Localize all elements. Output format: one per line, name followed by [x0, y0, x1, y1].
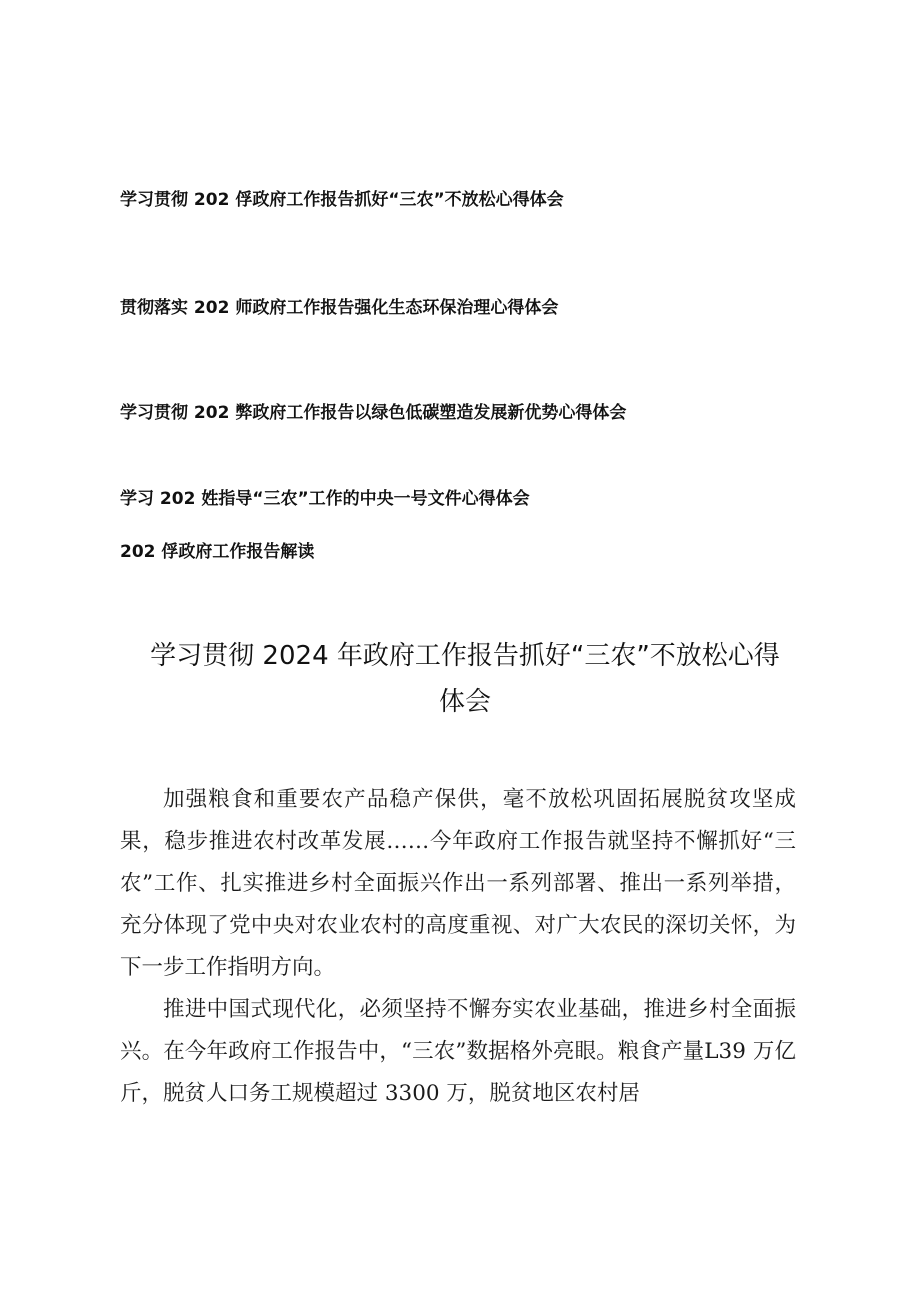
- toc-item: 贯彻落实 202 师政府工作报告强化生态环保治理心得体会: [120, 298, 559, 318]
- article-title-line: 学习贯彻 2024 年政府工作报告抓好“三农”不放松心得: [150, 641, 780, 671]
- toc-item: 202 俘政府工作报告解读: [120, 542, 315, 562]
- toc-item: 学习 202 姓指导“三农”工作的中央一号文件心得体会: [120, 489, 530, 509]
- article-title-line: 体会: [438, 687, 491, 717]
- article-title: [120, 633, 810, 725]
- toc-item: 学习贯彻 202 弊政府工作报告以绿色低碳塑造发展新优势心得体会: [120, 403, 627, 423]
- body-paragraph: 加强粮食和重要农产品稳产保供，毫不放松巩固拓展脱贫攻坚成果，稳步推进农村改革发展……今年政府工作报告就坚持不懈抓好“三农”工作、扎实推进乡村全面振兴作出一系列部署、推出一系列举措，充分体现了党中央对农业农村的高度重视、对广大农民的深切关怀，为下一步工作指明方向。: [120, 787, 796, 980]
- toc-item: 学习贯彻 202 俘政府工作报告抓好“三农”不放松心得体会: [120, 190, 564, 210]
- article-body: [120, 779, 796, 1115]
- body-paragraph: 推进中国式现代化，必须坚持不懈夯实农业基础，推进乡村全面振兴。在今年政府工作报告中，“三农”数据格外亮眼。粮食产量L39 万亿斤，脱贫人口务工规模超过 3300 万，脱贫地区农村居: [120, 997, 796, 1106]
